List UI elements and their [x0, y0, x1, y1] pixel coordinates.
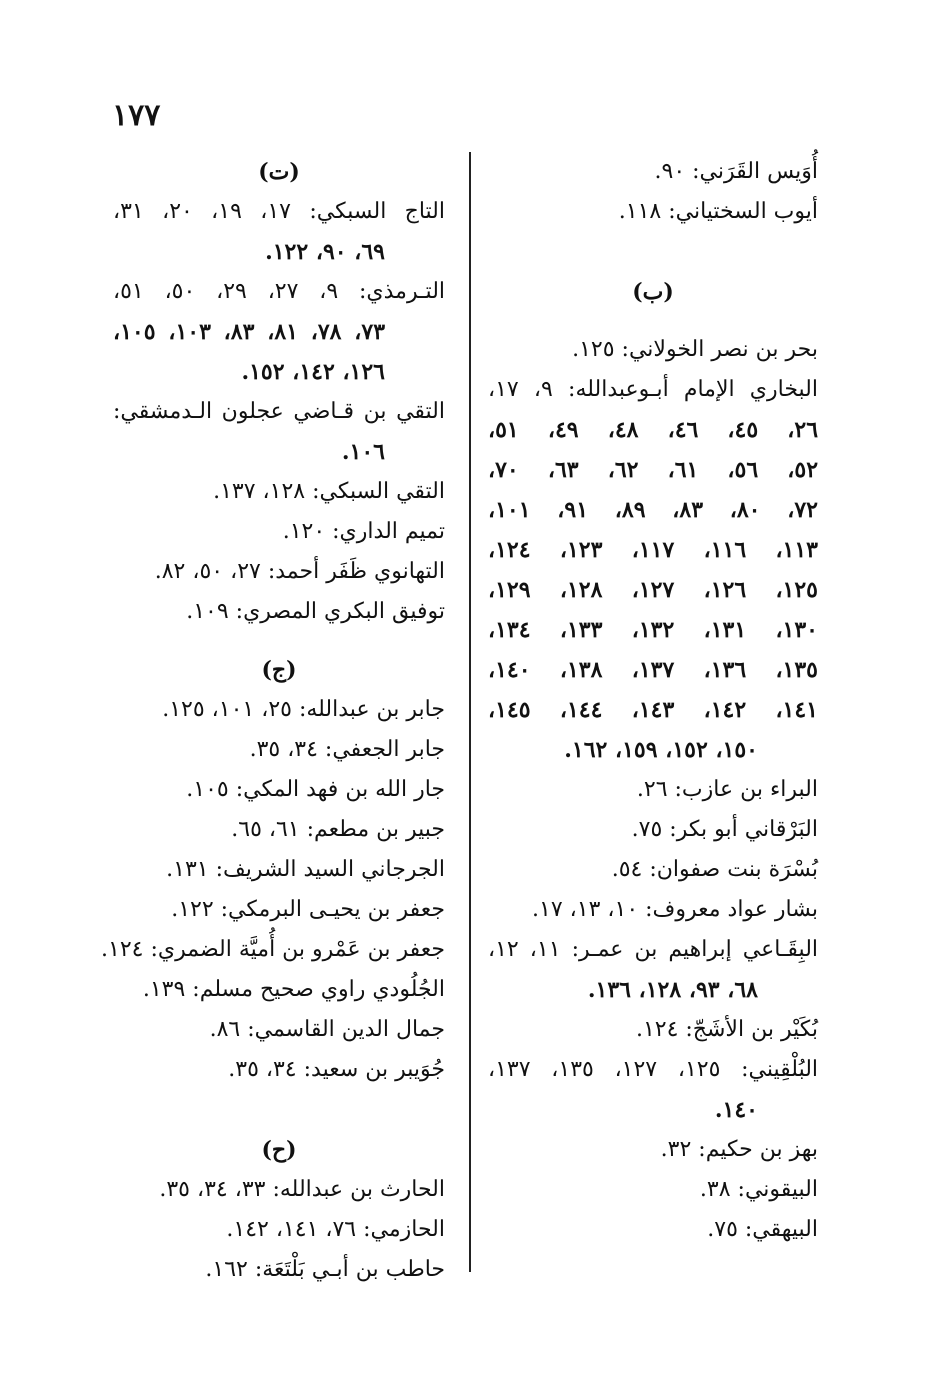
index-entry: البَرْقاني أبو بكر: ٧٥. — [631, 817, 818, 842]
index-entry: بهز بن حكيم: ٣٢. — [660, 1137, 818, 1162]
index-column-right — [488, 152, 818, 1250]
index-entry-continuation: ٦٨، ٩٣، ١٢٨، ١٣٦. — [587, 977, 758, 1003]
index-entry: توفيق البكري المصري: ١٠٩. — [186, 599, 445, 624]
section-heading-t: (ت) — [258, 159, 300, 185]
section-heading-h: (ح) — [261, 1137, 297, 1163]
index-entry-continuation: ١٤١، ١٤٢، ١٤٣، ١٤٤، ١٤٥، — [488, 697, 818, 723]
index-entry-continuation: ٧٣، ٧٨، ٨١، ٨٣، ١٠٣، ١٠٥، — [113, 319, 386, 345]
index-entry: بُكَيْر بن الأشَجّ: ١٢٤. — [635, 1017, 818, 1042]
index-entry: حاطب بن أبـي بَلْتَعَة: ١٦٢. — [205, 1257, 445, 1282]
index-entry: جار الله بن فهد المكي: ١٠٥. — [186, 777, 445, 802]
index-entry-continuation: ١٣٥، ١٣٦، ١٣٧، ١٣٨، ١٤٠، — [488, 657, 818, 683]
index-entry: التقي بن قـاضي عجلون الـدمشقي: — [113, 399, 445, 424]
index-entry: البخاري الإمام أبـوعبدالله: ٩، ١٧، — [488, 377, 819, 402]
index-entry-continuation: ١٢٥، ١٢٦، ١٢٧، ١٢٨، ١٢٩، — [488, 577, 818, 603]
index-entry-continuation: ١١٣، ١١٦، ١١٧، ١٢٣، ١٢٤، — [488, 537, 818, 563]
index-entry-continuation: ١٣٠، ١٣١، ١٣٢، ١٣٣، ١٣٤، — [488, 617, 818, 643]
index-entry: بُسْرَة بنت صفوان: ٥٤. — [611, 857, 818, 882]
index-entry: أُوَيس القَرَني: ٩٠. — [654, 159, 818, 184]
index-entry: بحر بن نصر الخولاني: ١٢٥. — [572, 337, 818, 362]
section-heading-b: (ب) — [632, 279, 674, 305]
index-entry: جابر بن عبدالله: ٢٥، ١٠١، ١٢٥. — [162, 697, 445, 722]
column-divider — [469, 152, 471, 1272]
index-entry-continuation: ٢٦، ٤٥، ٤٦، ٤٨، ٤٩، ٥١، — [488, 417, 819, 443]
index-entry-continuation: ٦٩، ٩٠، ١٢٢. — [265, 239, 385, 265]
index-entry: الجرجاني السيد الشريف: ١٣١. — [166, 857, 445, 882]
index-entry: التهانوي ظَفَر أحمد: ٢٧، ٥٠، ٨٢. — [154, 559, 445, 584]
index-entry: جمال الدين القاسمي: ٨٦. — [209, 1017, 445, 1042]
index-entry: بشار عواد معروف: ١٠، ١٣، ١٧. — [532, 897, 818, 922]
index-entry: الجُلُودي راوي صحيح مسلم: ١٣٩. — [142, 977, 445, 1002]
index-entry: جعفر بن يحيـى البرمكي: ١٢٢. — [171, 897, 445, 922]
index-entry: جعفر بن عَمْرو بن أُميَّة الضمري: ١٢٤. — [101, 937, 445, 962]
index-entry: جبير بن مطعم: ٦١، ٦٥. — [231, 817, 445, 842]
index-entry: التاج السبكي: ١٧، ١٩، ٢٠، ٣١، — [113, 199, 445, 224]
index-entry: التـرمذي: ٩، ٢٧، ٢٩، ٥٠، ٥١، — [113, 279, 446, 304]
index-entry-continuation: ١٠٦. — [341, 439, 385, 465]
page-number: ١٧٧ — [112, 98, 161, 133]
index-entry: البُلْقِيني: ١٢٥، ١٢٧، ١٣٥، ١٣٧، — [488, 1057, 819, 1082]
index-entry-continuation: ٥٢، ٥٦، ٦١، ٦٢، ٦٣، ٧٠، — [488, 457, 819, 483]
index-entry: جُوَيبر بن سعيد: ٣٤، ٣٥. — [228, 1057, 445, 1082]
index-entry: تميم الداري: ١٢٠. — [282, 519, 445, 544]
index-entry: جابر الجعفي: ٣٤، ٣٥. — [249, 737, 445, 762]
index-entry: الحازمي: ٧٦، ١٤١، ١٤٢. — [226, 1217, 445, 1242]
index-entry: التقي السبكي: ١٢٨، ١٣٧. — [213, 479, 445, 504]
index-entry-continuation: ٧٢، ٨٠، ٨٣، ٨٩، ٩١، ١٠١، — [488, 497, 818, 523]
index-entry-continuation: ١٤٠. — [714, 1097, 758, 1123]
index-entry: البيهقي: ٧٥. — [707, 1217, 818, 1242]
index-entry-continuation: ١٥٠، ١٥٢، ١٥٩، ١٦٢. — [564, 737, 758, 763]
index-column-left — [101, 152, 446, 1290]
index-entry: البراء بن عازب: ٢٦. — [636, 777, 818, 802]
index-entry-continuation: ١٢٦، ١٤٢، ١٥٢. — [241, 359, 385, 385]
index-entry: البيقوني: ٣٨. — [699, 1177, 818, 1202]
index-entry: أيوب السختياني: ١١٨. — [618, 199, 818, 224]
section-heading-j: (ج) — [261, 657, 297, 683]
index-entry: البِقَـاعي إبراهيم بن عمـر: ١١، ١٢، — [488, 937, 819, 962]
index-entry: الحارث بن عبدالله: ٣٣، ٣٤، ٣٥. — [159, 1177, 445, 1202]
